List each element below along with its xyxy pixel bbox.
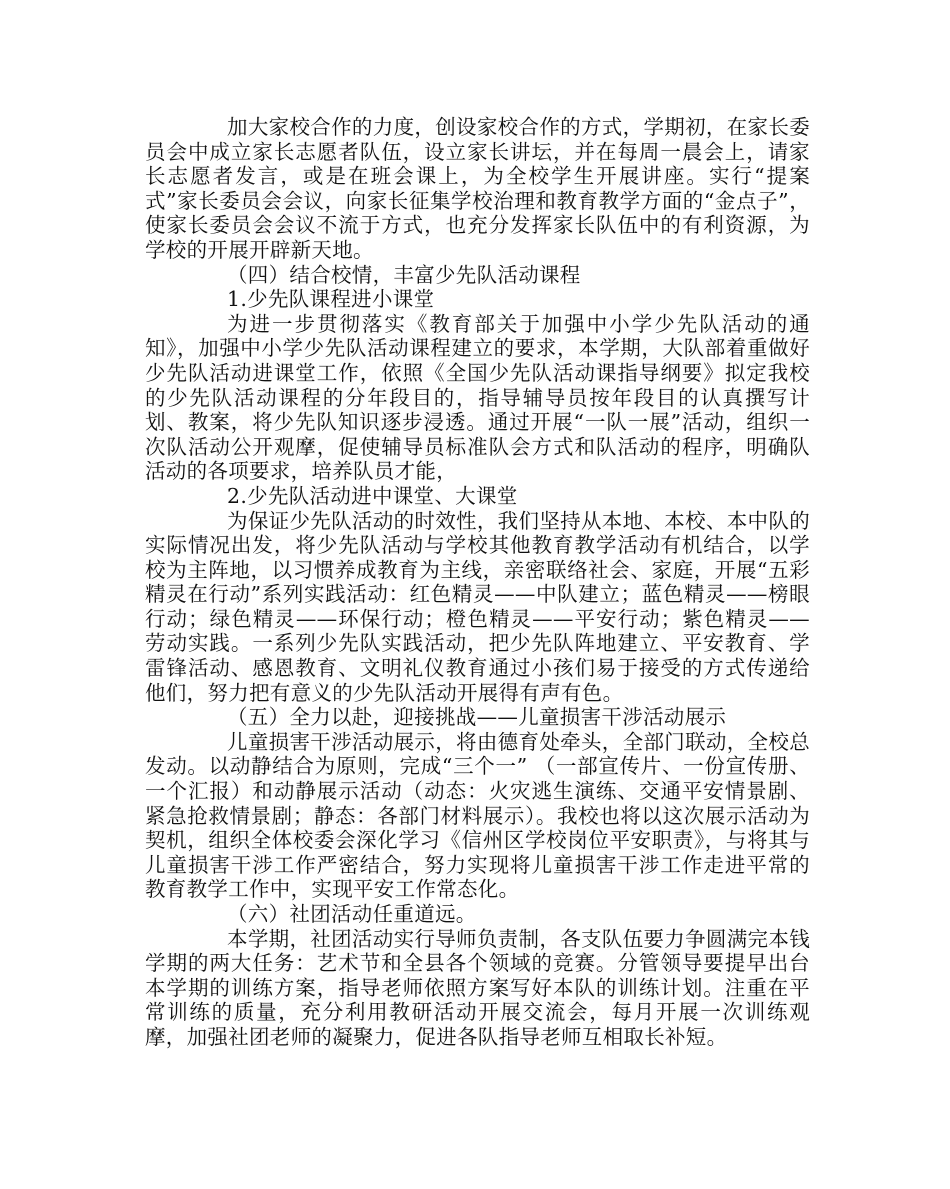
subheading-1: 1.少先队课程进小课堂 [227, 287, 435, 312]
paragraph-child-injury-intervention: 儿童损害干涉活动展示，将由德育处牵头，全部门联动，全校总发动。以动静结合为原则，完成“三个一” （一部宣传片、一份宣传册、一个汇报）和动静展示活动（动态：火灾逃生演练、交通平安情景剧、紧急抢救情景剧；静态：各部门材料展示）。我校也将以这次展示活动为契机，组织全体校委会深化学习《信州区学校岗位平安职责》，与将其与儿童损害干涉工作严密结合，努力实现将儿童损害干涉工作走进平常的教育教学工作中，实现平安工作常态化。 [145, 729, 810, 902]
section-heading-four: （四）结合校情，丰富少先队活动课程 [227, 262, 581, 287]
subheading-2: 2.少先队活动进中课堂、大课堂 [227, 483, 518, 508]
section-heading-six: （六）社团活动任重道远。 [227, 902, 477, 926]
document-page [145, 115, 810, 1050]
paragraph-practice-activities: 为保证少先队活动的时效性，我们坚持从本地、本校、本中队的实际情况出发，将少先队活动与学校其他教育教学活动有机结合，以学校为主阵地，以习惯养成教育为主线，亲密联络社会、家庭，开展“五彩精灵在行动”系列实践活动：红色精灵——中队建立；蓝色精灵——榜眼行动；绿色精灵——环保行动；橙色精灵——平安行动；紫色精灵——劳动实践。一系列少先队实践活动，把少先队阵地建立、平安教育、学雷锋活动、感恩教育、文明礼仪教育通过小孩们易于接受的方式传递给他们，努力把有意义的少先队活动开展得有声有色。 [145, 508, 810, 705]
paragraph-home-school-cooperation: 加大家校合作的力度，创设家校合作的方式，学期初，在家长委员会中成立家长志愿者队伍，设立家长讲坛，并在每周一晨会上，请家长志愿者发言，或是在班会课上，为全校学生开展讲座。实行“提案式”家长委员会会议，向家长征集学校治理和教育教学方面的“金点子”，使家长委员会会议不流于方式，也充分发挥家长队伍中的有利资源，为学校的开展开辟新天地。 [145, 115, 810, 262]
section-heading-five: （五）全力以赴，迎接挑战——儿童损害干涉活动展示 [227, 705, 727, 730]
paragraph-curriculum: 为进一步贯彻落实《教育部关于加强中小学少先队活动的通知》，加强中小学少先队活动课程建立的要求，本学期，大队部着重做好少先队活动进课堂工作，依照《全国少先队活动课指导纲要》拟定我校的少先队活动课程的分年段目的，指导辅导员按年段目的认真撰写计划、教案，将少先队知识逐步浸透。通过开展“一队一展”活动，组织一次队活动公开观摩，促使辅导员标准队会方式和队活动的程序，明确队活动的各项要求，培养队员才能， [145, 311, 810, 484]
paragraph-club-activities: 本学期，社团活动实行导师负责制，各支队伍要力争圆满完本钱学期的两大任务：艺术节和全县各个领域的竞赛。分管领导要提早出台本学期的训练方案，指导老师依照方案写好本队的训练计划。注重在平常训练的质量，充分利用教研活动开展交流会，每月开展一次训练观摩，加强社团老师的凝聚力，促进各队指导老师互相取长补短。 [145, 926, 810, 1049]
